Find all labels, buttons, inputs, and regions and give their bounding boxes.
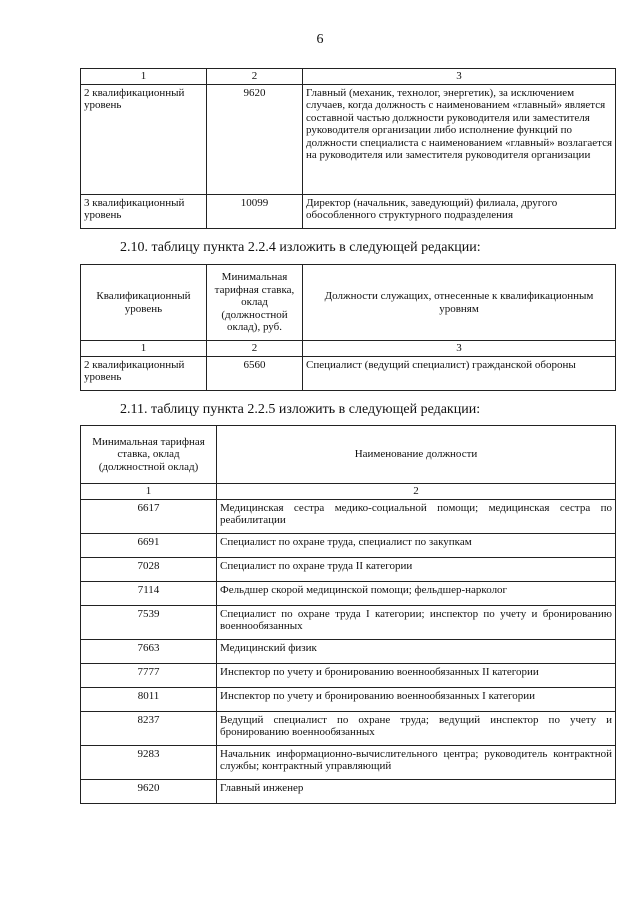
table-cell-rate: 7663 (81, 639, 217, 663)
table-cell-rate: 8011 (81, 687, 217, 711)
table-cell-rate: 6691 (81, 533, 217, 557)
table1-header-col2: 2 (207, 69, 303, 85)
table-cell-rate: 10099 (207, 194, 303, 228)
table2-number-col2: 2 (207, 341, 303, 357)
table-cell-positions: Медицинский физик (217, 639, 616, 663)
table2-number-col3: 3 (303, 341, 616, 357)
table3-number-col2: 2 (217, 484, 616, 500)
table-row (81, 533, 616, 557)
table-cell-rate: 7539 (81, 605, 217, 639)
table-cell-level: 2 квалификационный уровень (81, 356, 207, 390)
table-2-2-4 (80, 264, 616, 391)
table-row (81, 605, 616, 639)
page-number: 6 (316, 32, 324, 47)
table-cell-rate: 9283 (81, 745, 217, 779)
table3-head-rate: Минимальная тарифная ставка, оклад (должностной оклад) (81, 426, 217, 484)
table-cell-positions: Директор (начальник, заведующий) филиала, другого обособленного структурного подразделения (303, 194, 616, 228)
table-cell-rate: 7777 (81, 663, 217, 687)
section-2-11-text: 2.11. таблицу пункта 2.2.5 изложить в следующей редакции: (120, 402, 481, 417)
table-cell-positions: Специалист по охране труда I категории; инспектор по учету и бронированию военнообязанных (217, 605, 616, 639)
table-cell-positions: Специалист по охране труда, специалист по закупкам (217, 533, 616, 557)
section-2-10-text: 2.10. таблицу пункта 2.2.4 изложить в следующей редакции: (120, 240, 481, 255)
table-cell-positions: Специалист (ведущий специалист) гражданской обороны (303, 356, 616, 390)
table3-head-positions: Наименование должности (217, 426, 616, 484)
table-row (81, 663, 616, 687)
table-row (81, 711, 616, 745)
table-cell-rate: 9620 (207, 84, 303, 194)
table2-head-rate: Минимальная тарифная ставка, оклад (должностной оклад), руб. (207, 265, 303, 341)
table-cell-positions: Специалист по охране труда II категории (217, 557, 616, 581)
table1-header-col3: 3 (303, 69, 616, 85)
table-row (81, 499, 616, 533)
table2-head-level: Квалификационный уровень (81, 265, 207, 341)
table-cell-rate: 6560 (207, 356, 303, 390)
table-cell-rate: 9620 (81, 779, 217, 803)
table-cell-rate: 6617 (81, 499, 217, 533)
table-cell-positions: Ведущий специалист по охране труда; ведущий инспектор по учету и бронированию военнообязанных (217, 711, 616, 745)
table-cell-level: 2 квалификационный уровень (81, 84, 207, 194)
table-cell-positions: Инспектор по учету и бронированию военнообязанных II категории (217, 663, 616, 687)
table2-number-col1: 1 (81, 341, 207, 357)
table-cell-level: 3 квалификационный уровень (81, 194, 207, 228)
table-cell-rate: 7028 (81, 557, 217, 581)
table-row (81, 557, 616, 581)
table-cell-positions: Главный инженер (217, 779, 616, 803)
table-cell-positions: Инспектор по учету и бронированию военнообязанных I категории (217, 687, 616, 711)
table-cell-positions: Фельдшер скорой медицинской помощи; фельдшер-нарколог (217, 581, 616, 605)
table-cell-rate: 7114 (81, 581, 217, 605)
table-row (81, 745, 616, 779)
table3-number-col1: 1 (81, 484, 217, 500)
table1-header-col1: 1 (81, 69, 207, 85)
table-cell-rate: 8237 (81, 711, 217, 745)
table-cell-positions: Начальник информационно-вычислительного центра; руководитель контрактной службы; контрактный управляющий (217, 745, 616, 779)
table-2-2-5 (80, 425, 616, 804)
table-qualification-levels-continued (80, 68, 616, 229)
table-row (81, 779, 616, 803)
table-row (81, 687, 616, 711)
table-row (81, 581, 616, 605)
table2-head-positions: Должности служащих, отнесенные к квалификационным уровням (303, 265, 616, 341)
table-row (81, 639, 616, 663)
table-cell-positions: Медицинская сестра медико-социальной помощи; медицинская сестра по реабилитации (217, 499, 616, 533)
table-cell-positions: Главный (механик, технолог, энергетик), за исключением случаев, когда должность с наименованием «главный» является составной частью должности руководителя или заместителя руководителя организации либо исполнение функций по должности специалиста с наименованием «главный» возлагается на руководителя или заместителя руководителя организации (303, 84, 616, 194)
